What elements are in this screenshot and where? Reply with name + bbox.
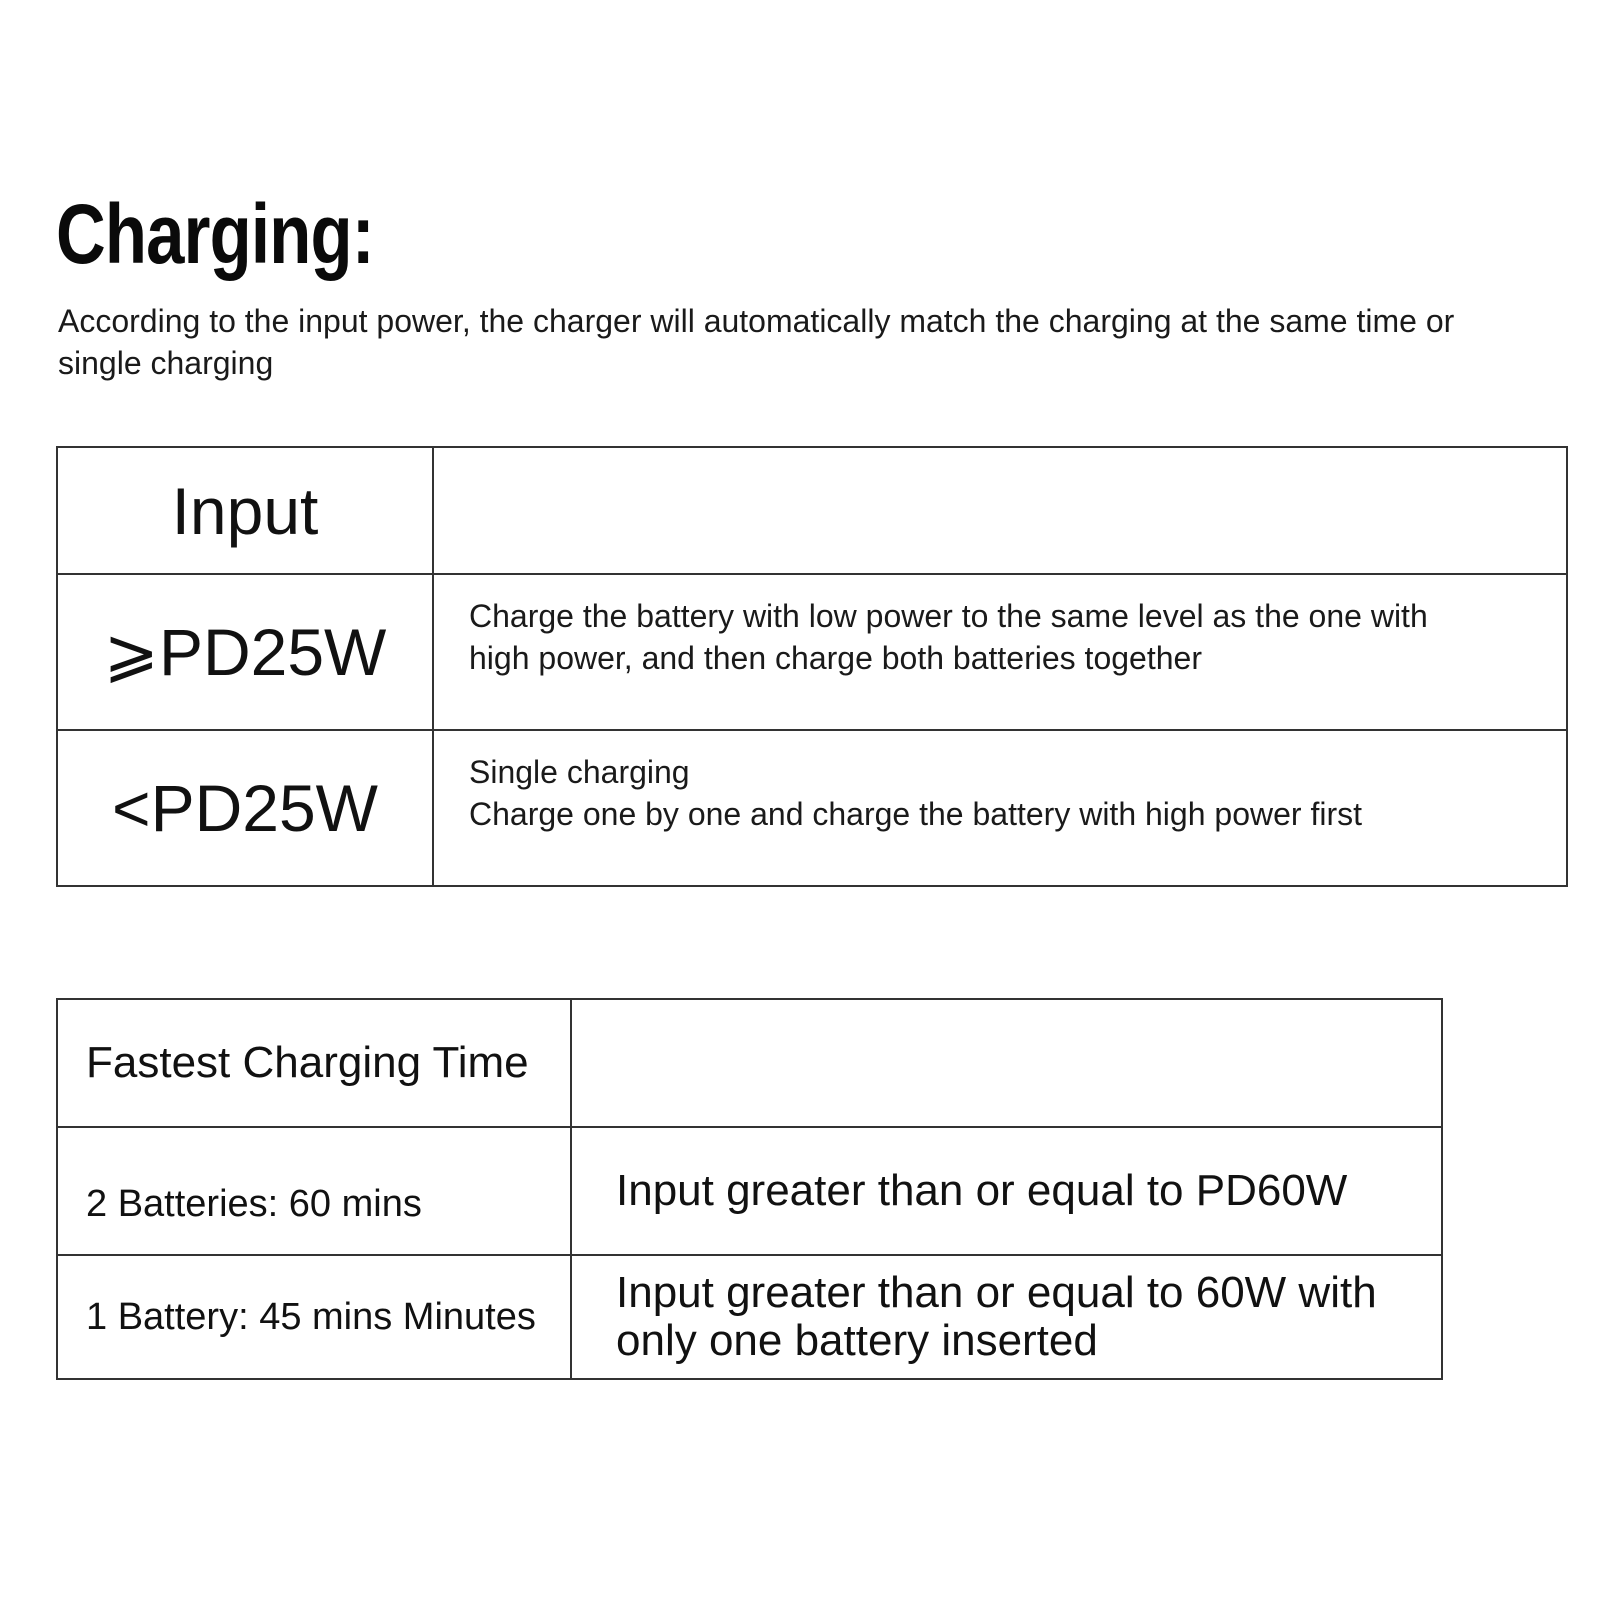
charging-time-header: Fastest Charging Time bbox=[57, 999, 571, 1127]
description-cell bbox=[433, 730, 1567, 886]
page-title: Charging: bbox=[56, 187, 374, 281]
description-cell bbox=[433, 574, 1567, 730]
description-line: high power, and then charge both batteries together bbox=[469, 640, 1202, 676]
table-row bbox=[57, 730, 1567, 886]
input-column-header: Input bbox=[57, 447, 433, 574]
table-header-row bbox=[57, 999, 1442, 1127]
input-value-cell: ⩾PD25W bbox=[57, 574, 433, 730]
input-value-cell: <PD25W bbox=[57, 730, 433, 886]
table-header-row bbox=[57, 447, 1567, 574]
description-line: Charge the battery with low power to the same level as the one with bbox=[469, 598, 1428, 634]
input-power-table bbox=[56, 446, 1568, 887]
charging-time-table bbox=[56, 998, 1443, 1380]
condition-column-header bbox=[571, 999, 1442, 1127]
page-subtitle: According to the input power, the charger will automatically match the charging at the same time or single charging bbox=[58, 303, 1455, 381]
condition-cell: Input greater than or equal to PD60W bbox=[571, 1127, 1442, 1255]
description-line: Single charging bbox=[469, 754, 690, 790]
table-row bbox=[57, 1255, 1442, 1379]
charging-time-cell: 2 Batteries: 60 mins bbox=[57, 1127, 571, 1255]
description-line: Charge one by one and charge the battery with high power first bbox=[469, 796, 1362, 832]
description-column-header bbox=[433, 447, 1567, 574]
table-row bbox=[57, 574, 1567, 730]
charging-time-cell: 1 Battery: 45 mins Minutes bbox=[57, 1255, 571, 1379]
table-row bbox=[57, 1127, 1442, 1255]
condition-cell: Input greater than or equal to 60W with only one battery inserted bbox=[571, 1255, 1442, 1379]
